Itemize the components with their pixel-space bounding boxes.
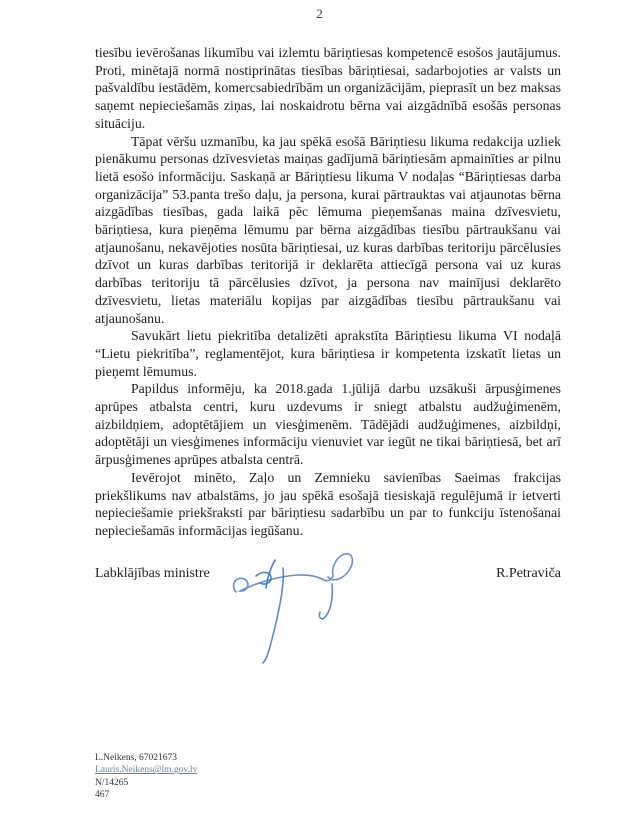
paragraph: Tāpat vēršu uzmanību, ka jau spēkā esošā Bāriņtiesu likuma redakcija uzliek pienākumu personas dzīvesvietas maiņas gadījumā bāriņtiesām apmainīties ar pilnu lietā esošo informāciju. Saskaņā ar Bāriņtiesu likuma V nodaļas “Bāriņtiesas darba organizācija” 53.panta trešo daļu, ja persona, kurai pārtrauktas vai atjaunotas bērna aizgādības tiesības, gada laikā pēc lēmuma pieņemšanas maina dzīvesvietu, bāriņtiesa, kura pieņēma lēmumu par bērna aizgādības tiesību pārtraukšanu vai atjaunošanu, nekavējoties nosūta bāriņtiesai, uz kuras darbības teritoriju pārcēlusies dzīvot un kuras darbības teritorijā ir deklarēta attiecīgā persona vai uz kuras darbības teritoriju tā pārcēlusies dzīvot, ja persona nav mainījusi deklarēto dzīvesvietu, lietas materiālu kopijas par aizgādības tiesību pārtraukšanu vai atjaunošanu. bbox=[95, 133, 561, 326]
signer-name: R.Petraviča bbox=[496, 566, 561, 581]
contact-name-phone: L.Neikens, 67021673 bbox=[95, 753, 178, 763]
letter-body bbox=[95, 44, 561, 540]
footer-contact bbox=[95, 752, 197, 801]
paragraph: Papildus informēju, ka 2018.gada 1.jūlijā darbu uzsākuši ārpusģimenes aprūpes atbalsta centri, kuru uzdevums ir sniegt atbalstu audžuģimenēm, aizbildņiem, adoptētājiem un viesģimenēm. Tādējādi audžuģimenes, aizbildņi, adoptētāji un viesģimenes informāciju vienuviet var iegūt ne tikai bāriņtiesā, bet arī ārpusģimenes aprūpes atbalsta centrā. bbox=[95, 381, 561, 468]
contact-email-link[interactable]: Lauris.Neikens@lm.gov.lv bbox=[95, 765, 198, 776]
paragraph-continuation: tiesību ievērošanas likumību vai izlemtu bāriņtiesas kompetencē esošos jautājumus. Proti, minētajā normā nostiprinātas tiesības bāriņtiesai, sadarbojoties ar valsts un pašvaldību iestādēm, komercsabiedrībām un organizācijām, pieprasīt un bez maksas saņemt nepieciešamās ziņas, lai noskaidrotu bērna vai aizgādnībā esošās personas situāciju. bbox=[95, 45, 561, 131]
reference-number: N/14265 bbox=[95, 777, 129, 788]
signer-title: Labklājības ministre bbox=[95, 566, 210, 581]
page-number: 2 bbox=[316, 6, 323, 21]
handwritten-signature bbox=[228, 550, 378, 695]
paragraph: Savukārt lietu piekritība detalizēti aprakstīta Bāriņtiesu likuma VI nodaļā “Lietu piekritība”, reglamentējot, kura bāriņtiesa ir kompetenta izskatīt lietas un pieņemt lēmumus. bbox=[95, 328, 561, 379]
paragraph: Ievērojot minēto, Zaļo un Zemnieku savienības Saeimas frakcijas priekšlikums nav atbalstāms, jo jau spēkā esošajā tiesiskajā regulējumā ir ietverti nepieciešamie priekšraksti par bāriņtiesu sadarbību un par to funkciju īstenošanai nepieciešamās informācijas iegūšanu. bbox=[95, 469, 561, 538]
document-code: 467 bbox=[95, 789, 110, 800]
